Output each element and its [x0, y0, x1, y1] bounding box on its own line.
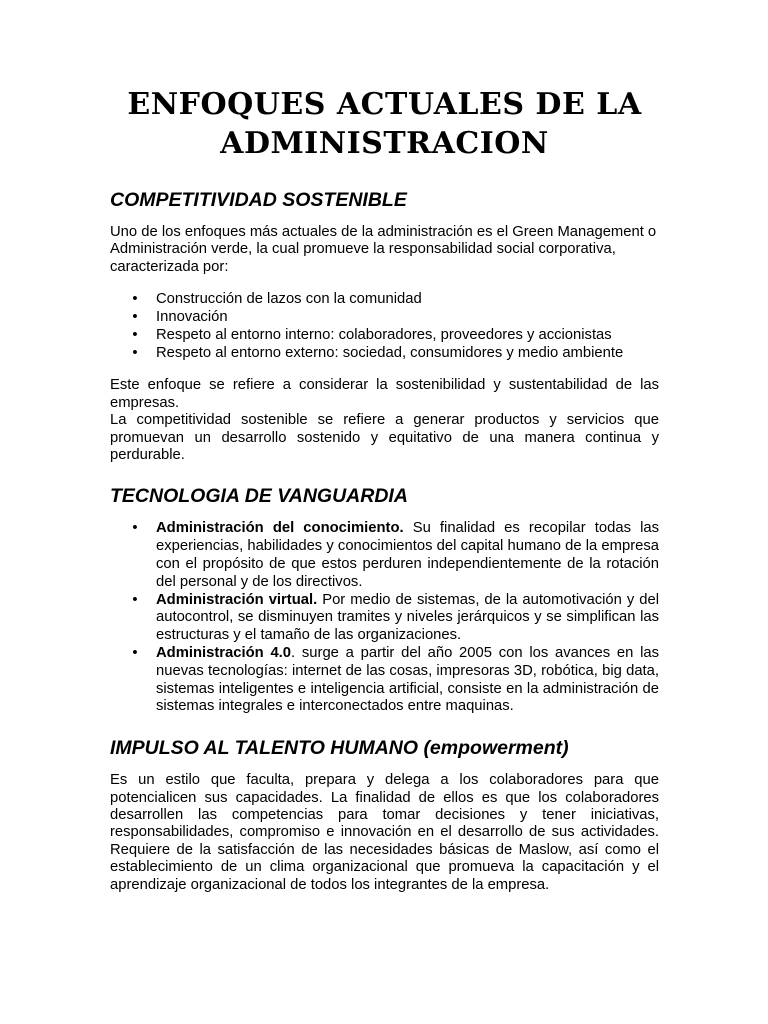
- bullet-icon: •: [132, 291, 138, 308]
- list-item-text: Respeto al entorno interno: colaboradores, proveedores y accionistas: [156, 326, 612, 343]
- list-item-term: Administración virtual.: [156, 591, 318, 608]
- list-item: [110, 345, 659, 363]
- page-title-line-1: ENFOQUES ACTUALES DE LA: [127, 87, 642, 122]
- section-tecnologia: [110, 484, 659, 716]
- section-heading: TECNOLOGIA DE VANGUARDIA: [110, 485, 408, 508]
- section-competitividad: [110, 188, 659, 464]
- bullet-icon: •: [132, 344, 138, 361]
- list-item-text: Respeto al entorno externo: sociedad, consumidores y medio ambiente: [156, 344, 624, 361]
- list-item-text: . surge a partir del año 2005 con los avances en las nuevas tecnologías: internet de las cosas, impresoras 3D, robótica, big data, sistemas inteligentes e inteligencia artificial, consiste en la administración de sistemas integrales e interconectados entre maquinas.: [156, 645, 659, 715]
- section-talento-humano: [110, 736, 659, 894]
- list-item: [110, 309, 659, 327]
- document-page: [110, 85, 659, 894]
- list-item: [110, 327, 659, 345]
- bullet-list: [110, 291, 659, 362]
- list-item-text: Su finalidad es recopilar todas las experiencias, habilidades y conocimientos del capital humano de la empresa con el propósito de que estos perduren independientemente de la rotación del personal y de los directivos.: [156, 520, 659, 590]
- bullet-icon: •: [132, 326, 138, 343]
- list-item: [110, 645, 659, 716]
- bullet-list: [110, 520, 659, 716]
- paragraph: Es un estilo que faculta, prepara y delega a los colaboradores para que potencialicen sus capacidades. La finalidad de ellos es que los colaboradores desarrollen las competencias para tomar decisiones y tener iniciativas, responsabilidades, compromiso e innovación en el desarrollo de sus actividades. Requiere de la satisfacción de las necesidades básicas de Maslow, así como el establecimiento de un clima organizacional que promueva la capacitación y el aprendizaje organizacional de todos los integrantes de la empresa.: [110, 772, 659, 893]
- bullet-icon: •: [132, 520, 138, 537]
- bullet-icon: •: [132, 309, 138, 326]
- list-item: [110, 592, 659, 645]
- section-heading: IMPULSO AL TALENTO HUMANO (empowerment): [110, 737, 569, 760]
- paragraph: La competitividad sostenible se refiere a generar productos y servicios que promuevan un desarrollo sostenido y equitativo de una manera continua y perdurable.: [110, 412, 659, 464]
- list-item: [110, 291, 659, 309]
- paragraph: Este enfoque se refiere a considerar la sostenibilidad y sustentabilidad de las empresas.: [110, 377, 659, 411]
- list-item-term: Administración 4.0: [156, 645, 292, 662]
- section-heading: COMPETITIVIDAD SOSTENIBLE: [110, 189, 407, 211]
- page-title: [110, 85, 659, 163]
- list-item-text: Innovación: [156, 309, 228, 326]
- list-item-text: Construcción de lazos con la comunidad: [156, 291, 422, 308]
- bullet-icon: •: [132, 645, 138, 662]
- paragraph: Uno de los enfoques más actuales de la administración es el Green Management o Administración verde, la cual promueve la responsabilidad social corporativa, caracterizada por:: [110, 224, 657, 275]
- page-title-line-2: ADMINISTRACION: [220, 126, 549, 161]
- bullet-icon: •: [132, 591, 138, 608]
- list-item-term: Administración del conocimiento.: [156, 520, 404, 537]
- list-item: [110, 520, 659, 591]
- list-item-text: Por medio de sistemas, de la automotivación y del autocontrol, se disminuyen tramites y niveles jerárquicos y se simplifican las estructuras y el tamaño de las organizaciones.: [156, 591, 659, 644]
